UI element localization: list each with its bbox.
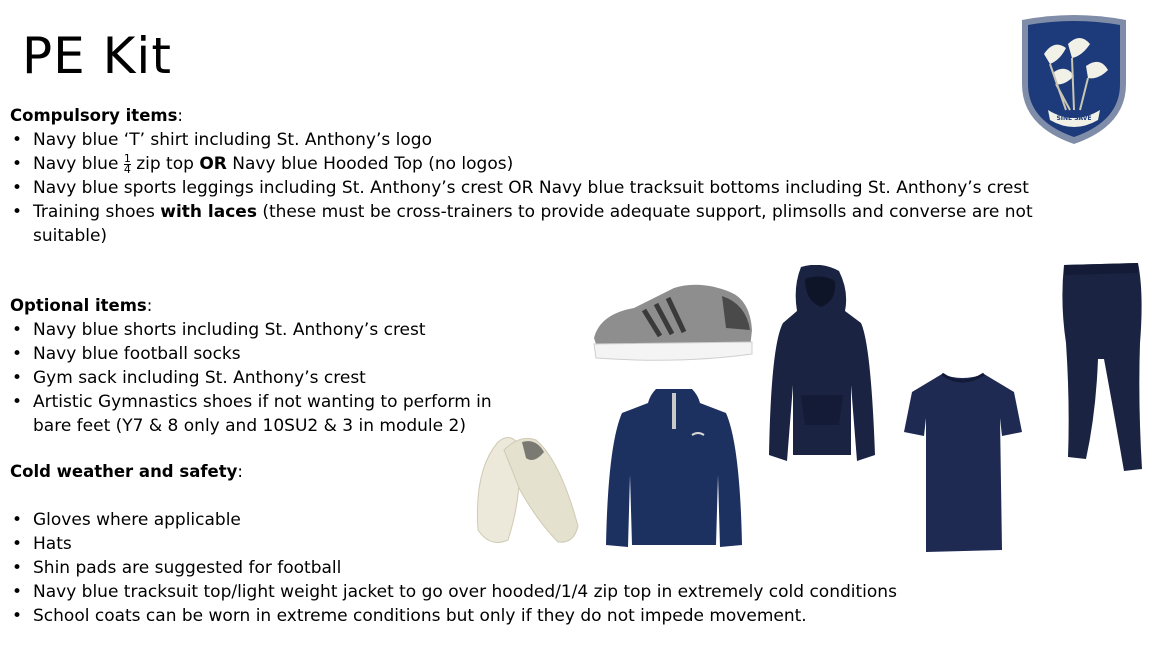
list-item: • Hats [10, 532, 1010, 556]
list-item: • Navy blue sports leggings including St. Anthony’s crest OR Navy blue tracksuit bottoms including St. Anthony’s crest [10, 176, 1070, 200]
crest-motto: SINE SAVE [1056, 115, 1092, 122]
optional-list [10, 318, 530, 438]
list-item: • Training shoes with laces (these must be cross-trainers to provide adequate support, plimsolls and converse are not suitable) [10, 200, 1070, 248]
list-item: • Navy blue ‘T’ shirt including St. Anthony’s logo [10, 128, 1070, 152]
page-title: PE Kit [22, 27, 172, 85]
list-item: • Artistic Gymnastics shoes if not wanting to perform in bare feet (Y7 & 8 only and 10SU2 & 3 in module 2) [10, 390, 530, 438]
cold-weather-heading: Cold weather and safety: [10, 462, 243, 481]
list-item: • Navy blue tracksuit top/light weight jacket to go over hooded/1/4 zip top in extremely cold conditions [10, 580, 1010, 604]
gymnastics-shoes-image [474, 430, 582, 546]
list-item: • Gym sack including St. Anthony’s crest [10, 366, 530, 390]
t-shirt-image [902, 370, 1024, 553]
compulsory-list [10, 128, 1070, 248]
list-item: • Navy blue shorts including St. Anthony’s crest [10, 318, 530, 342]
list-item: • Navy blue football socks [10, 342, 530, 366]
hooded-top-image [765, 265, 877, 465]
list-item: • Gloves where applicable [10, 508, 1010, 532]
list-item: • Shin pads are suggested for football [10, 556, 1010, 580]
trainer-shoe-image [590, 280, 760, 365]
compulsory-heading: Compulsory items: [10, 106, 183, 125]
fraction: $\frac{1}{4}$ [123, 151, 131, 176]
tracksuit-bottoms-image [1058, 263, 1144, 473]
list-item: • Navy blue $\frac{1}{4}$ zip top OR Navy blue Hooded Top (no logos) [10, 152, 1070, 176]
list-item: • School coats can be worn in extreme conditions but only if they do not impede movement. [10, 604, 1010, 628]
quarter-zip-top-image [604, 385, 744, 548]
optional-heading: Optional items: [10, 296, 153, 315]
